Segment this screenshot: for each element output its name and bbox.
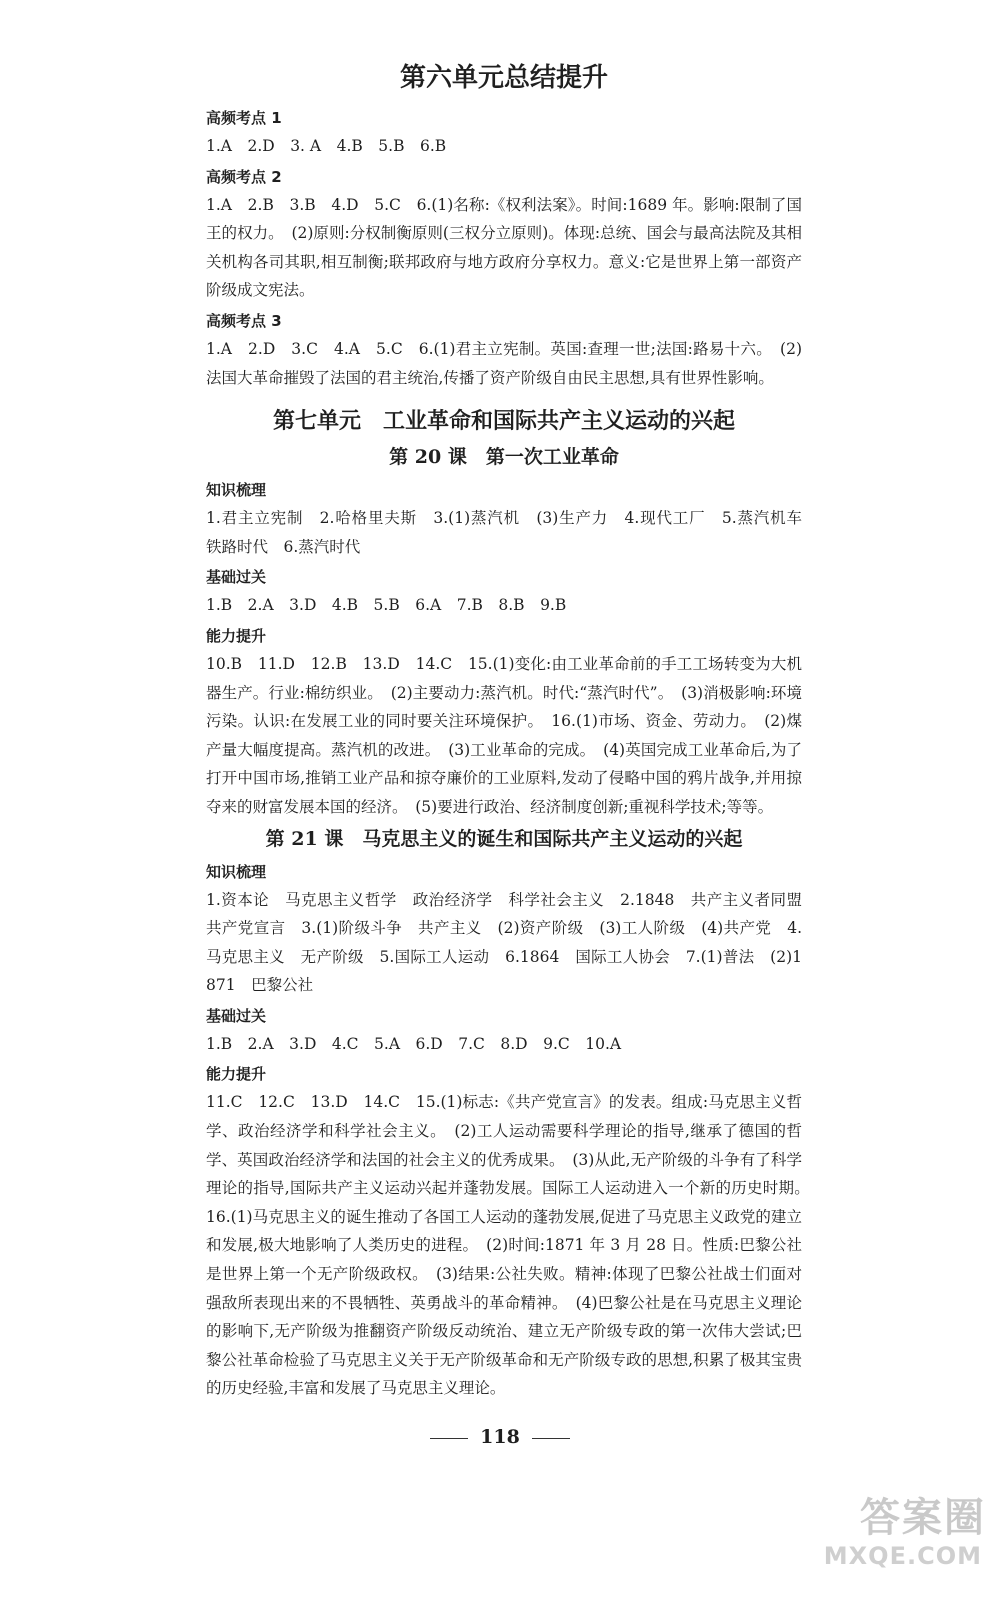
unit6-point-2	[206, 163, 802, 305]
unit7-title: 第七单元 工业革命和国际共产主义运动的兴起	[272, 408, 735, 435]
watermark-url: MXQE.COM	[823, 1542, 982, 1570]
answer-text: 1.B 2.A 3.D 4.B 5.B 6.A 7.B 8.B 9.B	[206, 596, 567, 615]
watermark	[806, 1486, 986, 1586]
page-number	[0, 1426, 1000, 1448]
section-heading: 能力提升	[206, 1065, 267, 1084]
answer-text: 1.B 2.A 3.D 4.C 5.A 6.D 7.C 8.D 9.C 10.A	[206, 1034, 622, 1053]
answer-text: 10.B 11.D 12.B 13.D 14.C 15.(1)变化:由工业革命前的手工工场转变为大机器生产。行业:棉纺织业。 (2)主要动力:蒸汽机。时代:“蒸汽时代”。 (3)消极影响:环境污染。认识:在发展工业的同时要关注环境保护。 16.(1)市场、资金、劳动力。 (2)煤产量大幅度提高。蒸汽机的改进。 (3)工业革命的完成。 (4)英国完成工业革命后,为了打开中国市场,推销工业产品和掠夺廉价的工业原料,发动了侵略中国的鸦片战争,并用掠夺来的财富发展本国的经济。 (5)要进行政治、经济制度创新;重视科学技术;等等。	[206, 654, 802, 816]
unit6-point-1	[206, 104, 802, 161]
answer-text: 1.A 2.D 3. A 4.B 5.B 6.B	[206, 137, 447, 155]
page-number-dash-left	[430, 1438, 468, 1439]
lesson20-section-3	[206, 622, 802, 822]
section-heading: 知识梳理	[206, 481, 267, 500]
lesson20-section-1	[206, 476, 818, 561]
lesson21-section-1	[206, 858, 818, 1000]
lesson20-section-2	[206, 563, 802, 620]
unit6-title: 第六单元总结提升	[399, 63, 608, 93]
lesson20-title: 第 20 课 第一次工业革命	[389, 446, 619, 469]
page-number-value: 118	[480, 1426, 520, 1448]
lesson21-section-2	[206, 1002, 802, 1059]
section-heading: 高频考点 2	[206, 167, 282, 186]
section-heading: 基础过关	[206, 568, 267, 587]
lesson21-section-3	[206, 1060, 818, 1403]
answer-text: 11.C 12.C 13.D 14.C 15.(1)标志:《共产党宣言》的发表。组成:马克思主义哲学、政治经济学和科学社会主义。 (2)工人运动需要科学理论的指导,继承了德国的哲学、英国政治经济学和法国的社会主义的优秀成果。 (3)从此,无产阶级的斗争有了科学理论的指导,国际共产主义运动兴起并蓬勃发展。国际工人运动进入一个新的历史时期。 16.(1)马克思主义的诞生推动了各国工人运动的蓬勃发展,促进了马克思主义政党的建立和发展,极大地影响了人类历史的进程。 (2)时间:1871 年 3 月 28 日。性质:巴黎公社是世界上第一个无产阶级政权。 (3)结果:公社失败。精神:体现了巴黎公社战士们面对强敌所表现出来的不畏牺牲、英勇战斗的革命精神。 (4)巴黎公社是在马克思主义理论的影响下,无产阶级为推翻资产阶级反动统治、建立无产阶级专政的第一次伟大尝试;巴黎公社革命检验了马克思主义关于无产阶级革命和无产阶级专政的思想,积累了极其宝贵的历史经验,丰富和发展了马克思主义理论。	[206, 1093, 818, 1398]
answer-text: 1.A 2.D 3.C 4.A 5.C 6.(1)君主立宪制。英国:查理一世;法国:路易十六。 (2)法国大革命摧毁了法国的君主统治,传播了资产阶级自由民主思想,具有世界性影响。	[206, 339, 802, 387]
section-heading: 高频考点 1	[206, 109, 282, 127]
section-heading: 基础过关	[206, 1006, 267, 1025]
answer-text: 1.A 2.B 3.B 4.D 5.C 6.(1)名称:《权利法案》。时间:1689 年。影响:限制了国王的权力。 (2)原则:分权制衡原则(三权分立原则)。体现:总统、国会与最高法院及其相关机构各司其职,相互制衡;联邦政府与地方政府分享权力。意义:它是世界上第一部资产阶级成文宪法。	[206, 195, 802, 300]
answer-text: 1.资本论 马克思主义哲学 政治经济学 科学社会主义 2.1848 共产主义者同盟 共产党宣言 3.(1)阶级斗争 共产主义 (2)资产阶级 (3)工人阶级 (4)共产党 4.马克思主义 无产阶级 5.国际工人运动 6.1864 国际工人协会 7.(1)普法 (2)1871 巴黎公社	[206, 890, 818, 995]
page-number-dash-right	[532, 1438, 570, 1439]
lesson21-title: 第 21 课 马克思主义的诞生和国际共产主义运动的兴起	[265, 827, 743, 850]
section-heading: 高频考点 3	[206, 311, 282, 330]
watermark-logo: 答案圈	[860, 1495, 986, 1541]
section-heading: 能力提升	[206, 626, 267, 645]
answer-text: 1.君主立宪制 2.哈格里夫斯 3.(1)蒸汽机 (3)生产力 4.现代工厂 5.蒸汽机车 铁路时代 6.蒸汽时代	[206, 509, 818, 556]
unit6-point-3	[206, 307, 802, 392]
page-content	[206, 56, 818, 1403]
section-heading: 知识梳理	[206, 862, 267, 881]
